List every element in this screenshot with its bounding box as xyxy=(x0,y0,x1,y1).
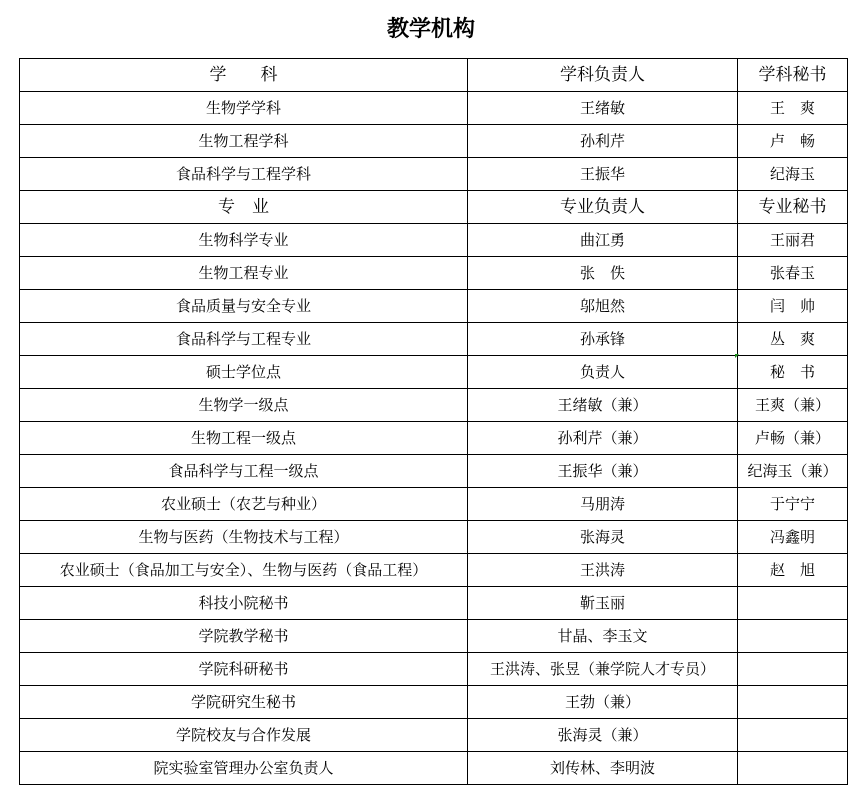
leader-cell: 孙利芹 xyxy=(468,125,738,158)
section-header-row xyxy=(20,191,848,224)
secretary-cell: 闫 帅 xyxy=(738,290,848,323)
leader-cell: 学科负责人 xyxy=(468,59,738,92)
secretary-cell: 纪海玉（兼） xyxy=(738,455,848,488)
unit-name-cell: 食品科学与工程专业 xyxy=(20,323,468,356)
table-row xyxy=(20,290,848,323)
table-row xyxy=(20,224,848,257)
unit-name-cell: 食品质量与安全专业 xyxy=(20,290,468,323)
secretary-cell: 赵 旭 xyxy=(738,554,848,587)
unit-name-cell: 食品科学与工程一级点 xyxy=(20,455,468,488)
leader-cell: 王振华 xyxy=(468,158,738,191)
leader-cell: 曲江勇 xyxy=(468,224,738,257)
table-row xyxy=(20,455,848,488)
secretary-cell xyxy=(738,620,848,653)
unit-name-cell: 院实验室管理办公室负责人 xyxy=(20,752,468,785)
unit-name-cell: 专 业 xyxy=(20,191,468,224)
unit-name-cell: 生物学一级点 xyxy=(20,389,468,422)
unit-name-cell: 学院科研秘书 xyxy=(20,653,468,686)
table-row xyxy=(20,686,848,719)
unit-name-cell: 农业硕士（农艺与种业） xyxy=(20,488,468,521)
cell-comment-marker xyxy=(735,354,739,358)
table-row xyxy=(20,752,848,785)
secretary-cell: 张春玉 xyxy=(738,257,848,290)
page-title: 教学机构 xyxy=(386,16,475,42)
leader-cell: 王振华（兼） xyxy=(468,455,738,488)
table-row xyxy=(20,125,848,158)
leader-cell: 邬旭然 xyxy=(468,290,738,323)
table-row xyxy=(20,389,848,422)
table-row xyxy=(20,257,848,290)
secretary-cell xyxy=(738,653,848,686)
section-header-row xyxy=(20,356,848,389)
table-row xyxy=(20,719,848,752)
unit-name-cell: 生物科学专业 xyxy=(20,224,468,257)
unit-name-cell: 学院校友与合作发展 xyxy=(20,719,468,752)
secretary-cell: 王丽君 xyxy=(738,224,848,257)
org-table xyxy=(19,58,848,785)
secretary-cell: 于宁宁 xyxy=(738,488,848,521)
leader-cell: 马朋涛 xyxy=(468,488,738,521)
secretary-cell: 王爽（兼） xyxy=(738,389,848,422)
table-row xyxy=(20,587,848,620)
section-header-row xyxy=(20,59,848,92)
table-row xyxy=(20,323,848,356)
secretary-cell xyxy=(738,686,848,719)
unit-name-cell: 生物工程学科 xyxy=(20,125,468,158)
unit-name-cell: 食品科学与工程学科 xyxy=(20,158,468,191)
leader-cell: 专业负责人 xyxy=(468,191,738,224)
unit-name-cell: 农业硕士（食品加工与安全）、生物与医药（食品工程） xyxy=(20,554,468,587)
table-row xyxy=(20,653,848,686)
table-row xyxy=(20,554,848,587)
secretary-cell: 纪海玉 xyxy=(738,158,848,191)
table-row xyxy=(20,422,848,455)
secretary-cell: 秘 书 xyxy=(738,356,848,389)
unit-name-cell: 生物与医药（生物技术与工程） xyxy=(20,521,468,554)
secretary-cell xyxy=(738,587,848,620)
leader-cell: 王洪涛 xyxy=(468,554,738,587)
secretary-cell xyxy=(738,719,848,752)
secretary-cell: 冯鑫明 xyxy=(738,521,848,554)
unit-name-cell: 生物工程专业 xyxy=(20,257,468,290)
unit-name-cell: 学院教学秘书 xyxy=(20,620,468,653)
secretary-cell: 卢 畅 xyxy=(738,125,848,158)
leader-cell: 靳玉丽 xyxy=(468,587,738,620)
table-row xyxy=(20,521,848,554)
leader-cell: 负责人 xyxy=(468,356,738,389)
secretary-cell: 学科秘书 xyxy=(738,59,848,92)
table-row xyxy=(20,488,848,521)
leader-cell: 王勃（兼） xyxy=(468,686,738,719)
leader-cell: 张海灵 xyxy=(468,521,738,554)
leader-cell: 孙承锋 xyxy=(468,323,738,356)
table-row xyxy=(20,92,848,125)
unit-name-cell: 学院研究生秘书 xyxy=(20,686,468,719)
leader-cell: 孙利芹（兼） xyxy=(468,422,738,455)
leader-cell: 甘晶、李玉文 xyxy=(468,620,738,653)
unit-name-cell: 学 科 xyxy=(20,59,468,92)
leader-cell: 张 佚 xyxy=(468,257,738,290)
unit-name-cell: 生物工程一级点 xyxy=(20,422,468,455)
org-table-body xyxy=(20,59,848,785)
leader-cell: 王绪敏 xyxy=(468,92,738,125)
secretary-cell: 王 爽 xyxy=(738,92,848,125)
unit-name-cell: 科技小院秘书 xyxy=(20,587,468,620)
table-row xyxy=(20,158,848,191)
secretary-cell xyxy=(738,752,848,785)
unit-name-cell: 硕士学位点 xyxy=(20,356,468,389)
unit-name-cell: 生物学学科 xyxy=(20,92,468,125)
leader-cell: 王洪涛、张昱（兼学院人才专员） xyxy=(468,653,738,686)
leader-cell: 刘传林、李明波 xyxy=(468,752,738,785)
secretary-cell: 专业秘书 xyxy=(738,191,848,224)
secretary-cell: 卢畅（兼） xyxy=(738,422,848,455)
secretary-cell: 丛 爽 xyxy=(738,323,848,356)
leader-cell: 张海灵（兼） xyxy=(468,719,738,752)
leader-cell: 王绪敏（兼） xyxy=(468,389,738,422)
table-row xyxy=(20,620,848,653)
